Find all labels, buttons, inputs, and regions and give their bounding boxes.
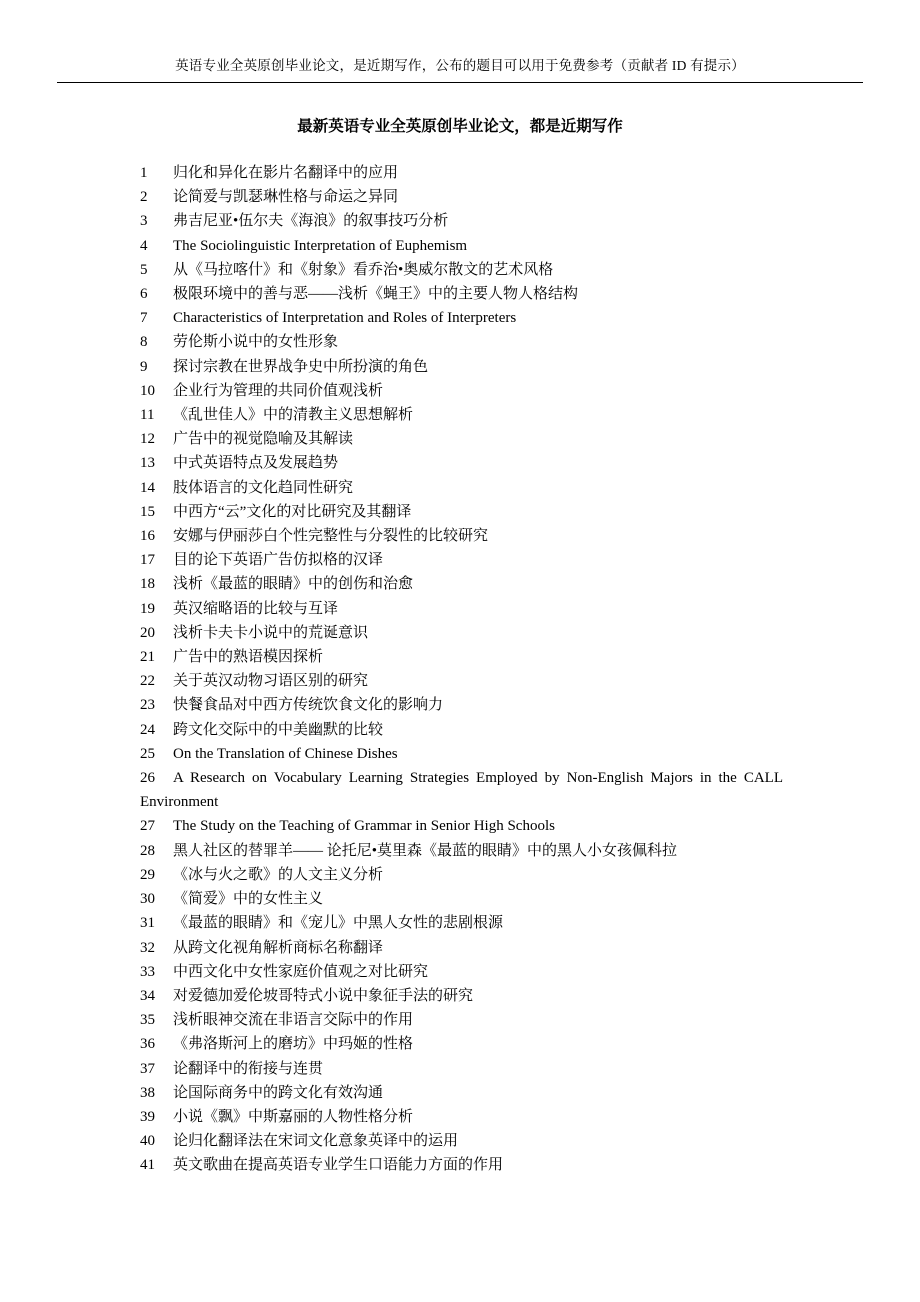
item-text: 关于英汉动物习语区别的研究 — [173, 673, 369, 690]
list-item — [140, 1153, 783, 1177]
item-number: 31 — [140, 915, 155, 932]
item-text: 极限环境中的善与恶——浅析《蝇王》中的主要人物人格结构 — [173, 286, 579, 303]
list-item — [140, 1008, 783, 1032]
list-item — [140, 814, 783, 838]
list-item — [140, 451, 783, 475]
item-number: 28 — [140, 842, 155, 859]
item-number: 38 — [140, 1084, 155, 1101]
list-item — [140, 500, 783, 524]
item-text: 中西文化中女性家庭价值观之对比研究 — [173, 963, 429, 980]
item-number: 25 — [140, 745, 155, 762]
item-text: 《最蓝的眼睛》和《宠儿》中黑人女性的悲剧根源 — [173, 915, 504, 932]
item-text: 《乱世佳人》中的清教主义思想解析 — [173, 407, 414, 424]
item-number: 5 — [140, 261, 148, 278]
item-number: 20 — [140, 624, 155, 641]
list-item — [140, 427, 783, 451]
document-title: 最新英语专业全英原创毕业论文，都是近期写作 — [297, 118, 623, 135]
item-number: 13 — [140, 455, 155, 472]
item-number: 21 — [140, 649, 155, 666]
item-text: 跨文化交际中的中美幽默的比较 — [173, 721, 384, 738]
list-item — [140, 306, 783, 330]
list-item — [140, 330, 783, 354]
item-text: 论简爱与凯瑟琳性格与命运之异同 — [173, 189, 399, 206]
item-number: 14 — [140, 479, 155, 496]
list-item — [140, 161, 783, 185]
list-item — [140, 766, 783, 814]
list-item — [140, 234, 783, 258]
item-number: 29 — [140, 866, 155, 883]
item-text: 广告中的熟语模因探析 — [173, 649, 324, 666]
item-number: 41 — [140, 1157, 155, 1174]
item-number: 24 — [140, 721, 155, 738]
item-text: 肢体语言的文化趋同性研究 — [173, 479, 354, 496]
item-text: 从《马拉喀什》和《射象》看乔治•奥威尔散文的艺术风格 — [173, 261, 554, 278]
item-number: 2 — [140, 189, 148, 206]
item-text: 论翻译中的衔接与连贯 — [173, 1060, 324, 1077]
item-number: 10 — [140, 382, 155, 399]
item-text: On the Translation of Chinese Dishes — [173, 745, 398, 762]
list-item — [140, 718, 783, 742]
list-item — [140, 1105, 783, 1129]
list-item — [140, 1032, 783, 1056]
item-text: The Study on the Teaching of Grammar in Senior High Schools — [173, 818, 555, 835]
item-text: 浅析《最蓝的眼睛》中的创伤和治愈 — [173, 576, 414, 593]
item-number: 35 — [140, 1012, 155, 1029]
list-item — [140, 476, 783, 500]
item-text: 对爱德加爱伦坡哥特式小说中象征手法的研究 — [173, 987, 474, 1004]
item-text: Characteristics of Interpretation and Roles of Interpreters — [173, 310, 517, 327]
list-item — [140, 936, 783, 960]
item-text: 浅析卡夫卡小说中的荒诞意识 — [173, 624, 369, 641]
list-item — [140, 185, 783, 209]
list-item — [140, 887, 783, 911]
item-number: 16 — [140, 528, 155, 545]
list-item — [140, 282, 783, 306]
list-item — [140, 621, 783, 645]
item-number: 32 — [140, 939, 155, 956]
item-number: 27 — [140, 818, 155, 835]
list-item — [140, 209, 783, 233]
item-text: 小说《飘》中斯嘉丽的人物性格分析 — [173, 1108, 414, 1125]
item-number: 4 — [140, 237, 148, 254]
list-item — [140, 1129, 783, 1153]
item-text: The Sociolinguistic Interpretation of Euphemism — [173, 237, 468, 254]
item-number: 39 — [140, 1108, 155, 1125]
item-number: 9 — [140, 358, 148, 375]
item-text: 安娜与伊丽莎白个性完整性与分裂性的比较研究 — [173, 528, 489, 545]
item-text: 企业行为管理的共同价值观浅析 — [173, 382, 384, 399]
item-text: 英汉缩略语的比较与互译 — [173, 600, 339, 617]
list-item — [140, 839, 783, 863]
item-text: 广告中的视觉隐喻及其解读 — [173, 431, 354, 448]
item-number: 37 — [140, 1060, 155, 1077]
item-number: 3 — [140, 213, 148, 230]
page-header-note: 英语专业全英原创毕业论文，是近期写作，公布的题目可以用于免费参考（贡献者 ID 有提示） — [57, 57, 863, 83]
list-item — [140, 1057, 783, 1081]
item-text: 论国际商务中的跨文化有效沟通 — [173, 1084, 384, 1101]
list-item — [140, 355, 783, 379]
item-number: 22 — [140, 673, 155, 690]
list-item — [140, 379, 783, 403]
item-number: 1 — [140, 165, 148, 181]
item-text: 劳伦斯小说中的女性形象 — [173, 334, 339, 351]
list-item — [140, 572, 783, 596]
list-item — [140, 403, 783, 427]
item-number: 23 — [140, 697, 155, 714]
item-text: 《弗洛斯河上的磨坊》中玛姬的性格 — [173, 1036, 414, 1053]
list-item — [140, 984, 783, 1008]
item-text: 中西方“云”文化的对比研究及其翻译 — [173, 503, 412, 520]
item-number: 15 — [140, 503, 155, 520]
list-item — [140, 258, 783, 282]
item-number: 6 — [140, 286, 148, 303]
list-item — [140, 597, 783, 621]
item-text: 英文歌曲在提高英语专业学生口语能力方面的作用 — [173, 1157, 504, 1174]
list-item — [140, 911, 783, 935]
list-item — [140, 742, 783, 766]
item-number: 12 — [140, 431, 155, 448]
item-text: 黑人社区的替罪羊—— 论托尼•莫里森《最蓝的眼睛》中的黑人小女孩佩科拉 — [173, 842, 678, 859]
item-number: 7 — [140, 310, 148, 327]
list-item — [140, 863, 783, 887]
item-number: 33 — [140, 963, 155, 980]
list-item — [140, 524, 783, 548]
item-number: 26 — [140, 770, 155, 787]
item-number: 8 — [140, 334, 148, 351]
item-number: 19 — [140, 600, 155, 617]
item-number: 34 — [140, 987, 155, 1004]
item-text: 浅析眼神交流在非语言交际中的作用 — [173, 1012, 414, 1029]
item-number: 11 — [140, 407, 155, 424]
item-text: 快餐食品对中西方传统饮食文化的影响力 — [173, 697, 444, 714]
list-item — [140, 645, 783, 669]
list-item — [140, 693, 783, 717]
list-item — [140, 1081, 783, 1105]
item-number: 17 — [140, 552, 155, 569]
item-number: 30 — [140, 891, 155, 908]
item-text: 目的论下英语广告仿拟格的汉译 — [173, 552, 384, 569]
item-text: 中式英语特点及发展趋势 — [173, 455, 339, 472]
list-item — [140, 669, 783, 693]
item-text: 从跨文化视角解析商标名称翻译 — [173, 939, 384, 956]
item-number: 40 — [140, 1133, 155, 1150]
item-number: 18 — [140, 576, 155, 593]
item-text: 论归化翻译法在宋词文化意象英译中的运用 — [173, 1133, 459, 1150]
item-number: 36 — [140, 1036, 155, 1053]
list-item — [140, 960, 783, 984]
list-item — [140, 548, 783, 572]
item-text: 归化和异化在影片名翻译中的应用 — [173, 165, 399, 181]
item-text: 弗吉尼亚•伍尔夫《海浪》的叙事技巧分析 — [173, 213, 449, 230]
item-text: A Research on Vocabulary Learning Strategies Employed by Non-English Majors in the CALL Environment — [140, 770, 783, 811]
item-text: 《冰与火之歌》的人文主义分析 — [173, 866, 384, 883]
item-text: 探讨宗教在世界战争史中所扮演的角色 — [173, 358, 429, 375]
item-text: 《简爱》中的女性主义 — [173, 891, 324, 908]
thesis-list — [140, 161, 783, 1178]
